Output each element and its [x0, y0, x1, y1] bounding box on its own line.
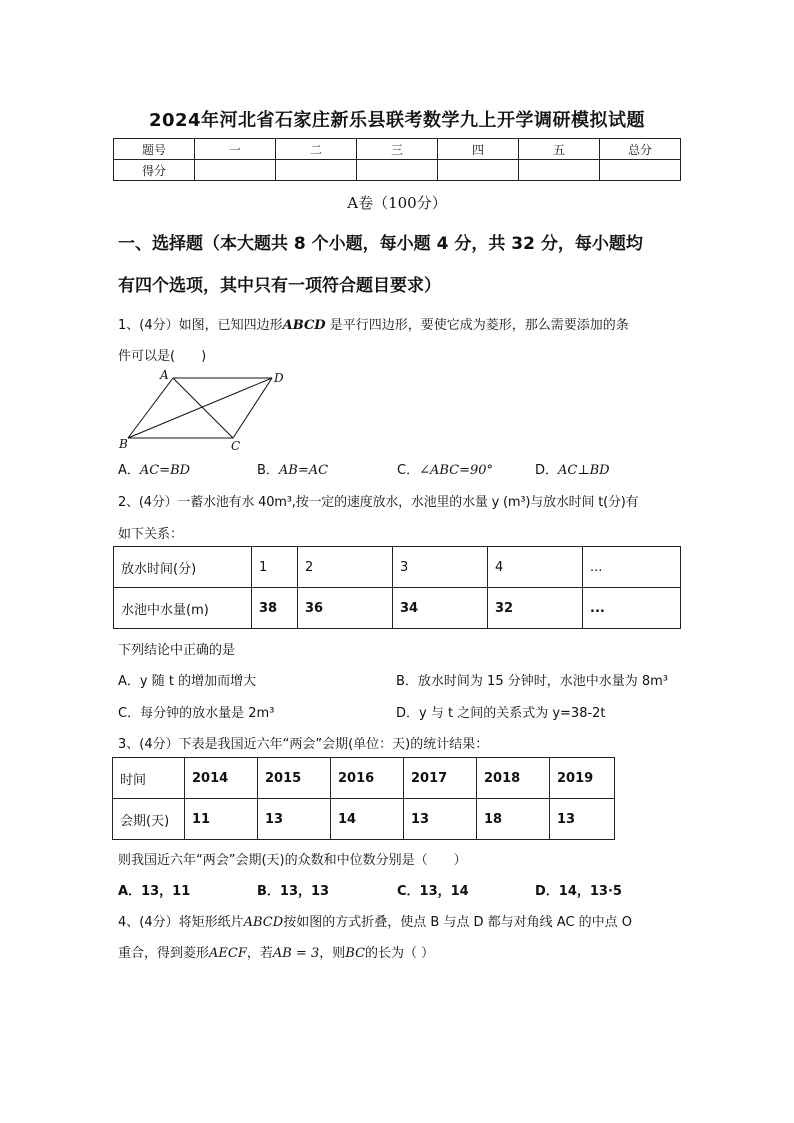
option-text: 每分钟的放水量是 2m³	[140, 706, 275, 721]
q1-line1	[118, 314, 629, 333]
option-text: y 随 t 的增加而增大	[139, 674, 257, 689]
option-text: AB=AC	[278, 463, 329, 478]
table-cell: 13	[550, 799, 615, 840]
q2-line1: 2、(4分）一蓄水池有水 40m³,按一定的速度放水，水池里的水量 y (m³)与放水时间 t(分)有	[118, 495, 639, 510]
q3-prompt: 则我国近六年“两会”会期(天)的众数和中位数分别是（ ）	[118, 853, 467, 868]
score-header-row	[114, 139, 681, 160]
section-heading-line1: 一、选择题（本大题共 8 个小题，每小题 4 分，共 32 分，每小题均	[118, 234, 643, 254]
q1-option-a[interactable]	[118, 459, 190, 478]
q4-math: AB = 3	[272, 946, 320, 961]
q4-math: ABCD	[243, 915, 284, 930]
option-letter: D．	[535, 463, 559, 478]
option-text: 13，13	[279, 884, 330, 899]
option-letter: A．	[118, 884, 142, 899]
q1-text: 1、(4分）如图，已知四边形	[118, 318, 283, 333]
q4-text: 重合，得到菱形	[118, 946, 210, 961]
option-letter: C．	[397, 884, 420, 899]
q4-text: 按如图的方式折叠，使点 B 与点 D 都与对角线 AC 的中点 O	[283, 915, 633, 930]
edge-cd	[233, 378, 272, 438]
vertex-label-b: B	[119, 437, 128, 451]
score-cell	[600, 160, 681, 181]
table-row	[114, 547, 681, 588]
q4-line1	[118, 911, 632, 930]
table-cell: 水池中水量(m)	[114, 588, 252, 629]
score-table	[113, 138, 681, 181]
table-row	[114, 588, 681, 629]
table-cell: 1	[252, 547, 298, 588]
option-letter: B．	[257, 463, 279, 478]
option-text: y 与 t 之间的关系式为 y=38-2t	[419, 706, 606, 721]
q2-line2: 如下关系：	[118, 527, 184, 542]
option-letter: C．	[397, 463, 420, 478]
option-letter: C．	[118, 706, 141, 721]
diagonal-bd	[128, 378, 272, 438]
score-row	[114, 160, 681, 181]
score-header-cell: 四	[438, 139, 519, 160]
table-cell: 34	[393, 588, 488, 629]
table-cell: 2018	[477, 758, 550, 799]
table-cell: 11	[185, 799, 258, 840]
vertex-label-d: D	[274, 371, 284, 385]
option-text: ∠ABC=90°	[419, 463, 494, 478]
score-header-cell: 三	[357, 139, 438, 160]
q4-line2	[118, 942, 434, 961]
q3-option-a[interactable]	[118, 880, 190, 899]
table-cell: 13	[258, 799, 331, 840]
table-cell: 2015	[258, 758, 331, 799]
q4-math: BC	[345, 946, 366, 961]
q4-text: 的长为（ ）	[365, 946, 435, 961]
option-letter: B．	[396, 674, 418, 689]
option-text: 13，14	[419, 884, 469, 899]
option-letter: A．	[118, 674, 140, 689]
page-title: 2024年河北省石家庄新乐县联考数学九上开学调研模拟试题	[148, 110, 646, 131]
table-cell: 2019	[550, 758, 615, 799]
q2-option-a[interactable]	[118, 670, 256, 689]
table-cell: 36	[298, 588, 393, 629]
section-heading-line2: 有四个选项，其中只有一项符合题目要求）	[118, 276, 441, 296]
q2-option-d[interactable]	[396, 702, 606, 721]
score-header-cell: 一	[195, 139, 276, 160]
q1-text: 是平行四边形，要使它成为菱形，那么需要添加的条	[329, 318, 629, 333]
option-letter: A．	[118, 463, 140, 478]
score-cell	[438, 160, 519, 181]
score-header-cell: 五	[519, 139, 600, 160]
table-cell: 会期(天)	[113, 799, 185, 840]
table-cell: 2	[298, 547, 393, 588]
table-cell: 3	[393, 547, 488, 588]
q3-option-b[interactable]	[257, 880, 329, 899]
q2-prompt: 下列结论中正确的是	[118, 643, 236, 658]
vertex-label-c: C	[231, 439, 241, 453]
table-cell: 4	[488, 547, 583, 588]
q4-math: AECF	[209, 946, 247, 961]
q3-option-c[interactable]	[397, 880, 469, 899]
table-cell: 18	[477, 799, 550, 840]
diagonal-ac	[173, 378, 233, 438]
option-text: 14，13·5	[558, 884, 622, 899]
q4-text: ，若	[246, 946, 273, 961]
score-header-cell: 题号	[114, 139, 195, 160]
table-cell: 2016	[331, 758, 404, 799]
table-cell: 13	[404, 799, 477, 840]
vertex-label-a: A	[160, 368, 169, 382]
table-cell: 2014	[185, 758, 258, 799]
score-header-cell: 总分	[600, 139, 681, 160]
q4-text: 4、(4分）将矩形纸片	[118, 915, 244, 930]
score-row-label: 得分	[114, 160, 195, 181]
option-text: AC=BD	[139, 463, 191, 478]
score-cell	[357, 160, 438, 181]
q4-text: ，则	[319, 946, 346, 961]
q1-option-c[interactable]	[397, 459, 493, 478]
option-text: 13，11	[141, 884, 191, 899]
q3-option-d[interactable]	[535, 880, 622, 899]
parallelogram-figure	[116, 365, 296, 455]
table-cell: ...	[583, 588, 681, 629]
q1-option-b[interactable]	[257, 459, 328, 478]
score-cell	[519, 160, 600, 181]
table-cell: 38	[252, 588, 298, 629]
part-title: A卷（100分）	[347, 194, 447, 212]
q1-line2: 件可以是( )	[118, 349, 207, 364]
score-cell	[276, 160, 357, 181]
table-cell: 时间	[113, 758, 185, 799]
table-cell: 2017	[404, 758, 477, 799]
option-text: 放水时间为 15 分钟时，水池中水量为 8m³	[417, 674, 669, 689]
table-cell: 放水时间(分)	[114, 547, 252, 588]
table-row	[113, 799, 615, 840]
table-cell: 32	[488, 588, 583, 629]
q2-option-b[interactable]	[396, 670, 668, 689]
option-letter: B．	[257, 884, 280, 899]
q2-option-c[interactable]	[118, 702, 274, 721]
score-header-cell: 二	[276, 139, 357, 160]
q1-math: ABCD	[282, 318, 326, 333]
q2-table	[113, 546, 681, 629]
table-cell: 14	[331, 799, 404, 840]
q3-line1: 3、(4分）下表是我国近六年“两会”会期(单位：天)的统计结果：	[118, 737, 489, 752]
option-letter: D．	[396, 706, 420, 721]
q1-option-d[interactable]	[535, 459, 610, 478]
option-text: AC⊥BD	[558, 463, 610, 478]
q3-table	[112, 757, 615, 840]
score-cell	[195, 160, 276, 181]
table-row	[113, 758, 615, 799]
option-letter: D．	[535, 884, 559, 899]
table-cell: ...	[583, 547, 681, 588]
